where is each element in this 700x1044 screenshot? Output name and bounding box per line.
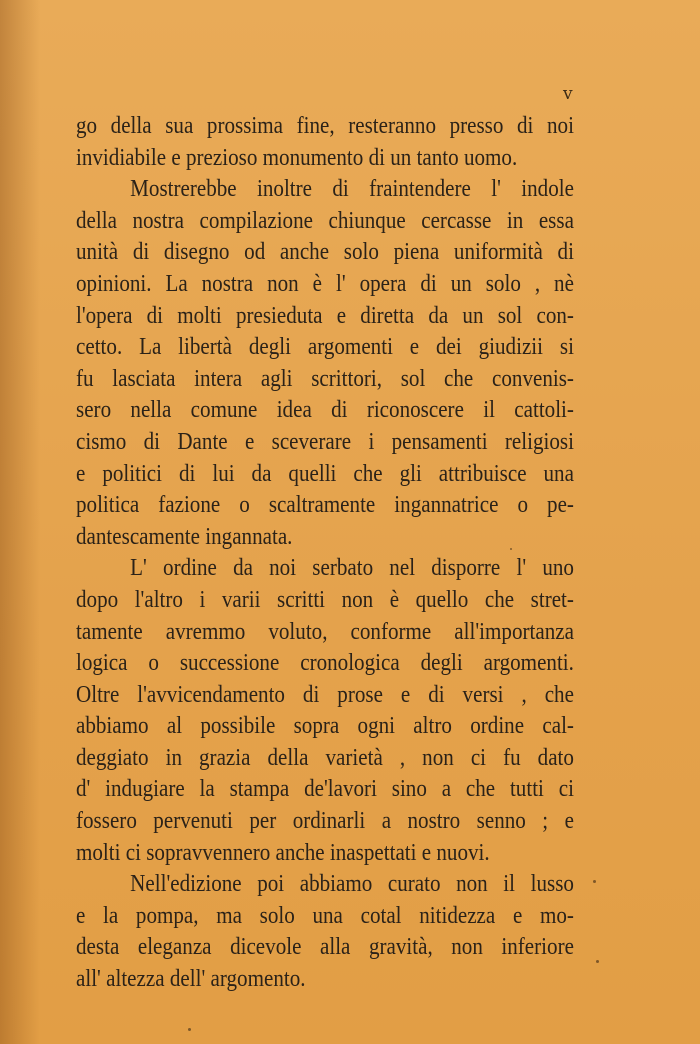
text-line: d' indugiare la stampa de'lavori sino a che tutti ci — [76, 775, 574, 803]
text-line: Oltre l'avvicendamento di prose e di versi , che — [76, 680, 574, 708]
text-line: l'opera di molti presieduta e diretta da un sol con- — [76, 301, 574, 329]
text-line: dantescamente ingannata. — [76, 522, 293, 550]
body-text — [76, 110, 574, 995]
text-line: dopo l'altro i varii scritti non è quello che stret- — [76, 585, 574, 613]
text-line: deggiato in grazia della varietà , non ci fu dato — [76, 743, 574, 771]
text-line: cetto. La libertà degli argomenti e dei giudizii si — [76, 333, 574, 361]
paragraph-start-line: Nell'edizione poi abbiamo curato non il lusso — [130, 870, 574, 898]
text-line: cismo di Dante e sceverare i pensamenti religiosi — [76, 427, 574, 455]
text-line: logica o successione cronologica degli argomenti. — [76, 649, 574, 677]
text-line: sero nella comune idea di riconoscere il cattoli- — [76, 396, 574, 424]
text-line: invidiabile e prezioso monumento di un tanto uomo. — [76, 143, 518, 171]
text-line: unità di disegno od anche solo piena uniformità di — [76, 238, 574, 266]
text-line: e la pompa, ma solo una cotal nitidezza e mo- — [76, 901, 574, 929]
paper-speck — [596, 960, 599, 963]
text-line: della nostra compilazione chiunque cercasse in essa — [76, 206, 574, 234]
paper-speck — [510, 548, 512, 550]
text-line: go della sua prossima fine, resteranno presso di noi — [76, 112, 574, 139]
paragraph-start-line: Mostrerebbe inoltre di fraintendere l' indole — [130, 175, 574, 203]
text-line: fu lasciata intera agli scrittori, sol che convenis- — [76, 364, 574, 392]
text-line: opinioni. La nostra non è l' opera di un solo , nè — [76, 269, 574, 297]
paper-speck — [188, 1028, 191, 1031]
text-line: desta eleganza dicevole alla gravità, non inferiore — [76, 933, 574, 961]
paragraph-start-line: L' ordine da noi serbato nel disporre l' uno — [130, 554, 574, 582]
paper-speck — [593, 880, 596, 883]
text-line: politica fazione o scaltramente ingannatrice o pe- — [76, 491, 574, 519]
text-line: fossero pervenuti per ordinarli a nostro senno ; e — [76, 807, 574, 835]
text-line: tamente avremmo voluto, conforme all'importanza — [76, 617, 574, 645]
text-line: all' altezza dell' argomento. — [76, 965, 306, 993]
text-line: molti ci sopravvennero anche inaspettati e nuovi. — [76, 838, 490, 866]
page-number: v — [563, 84, 573, 104]
text-line: e politici di lui da quelli che gli attribuisce una — [76, 459, 574, 487]
text-line: abbiamo al possibile sopra ogni altro ordine cal- — [76, 712, 574, 740]
